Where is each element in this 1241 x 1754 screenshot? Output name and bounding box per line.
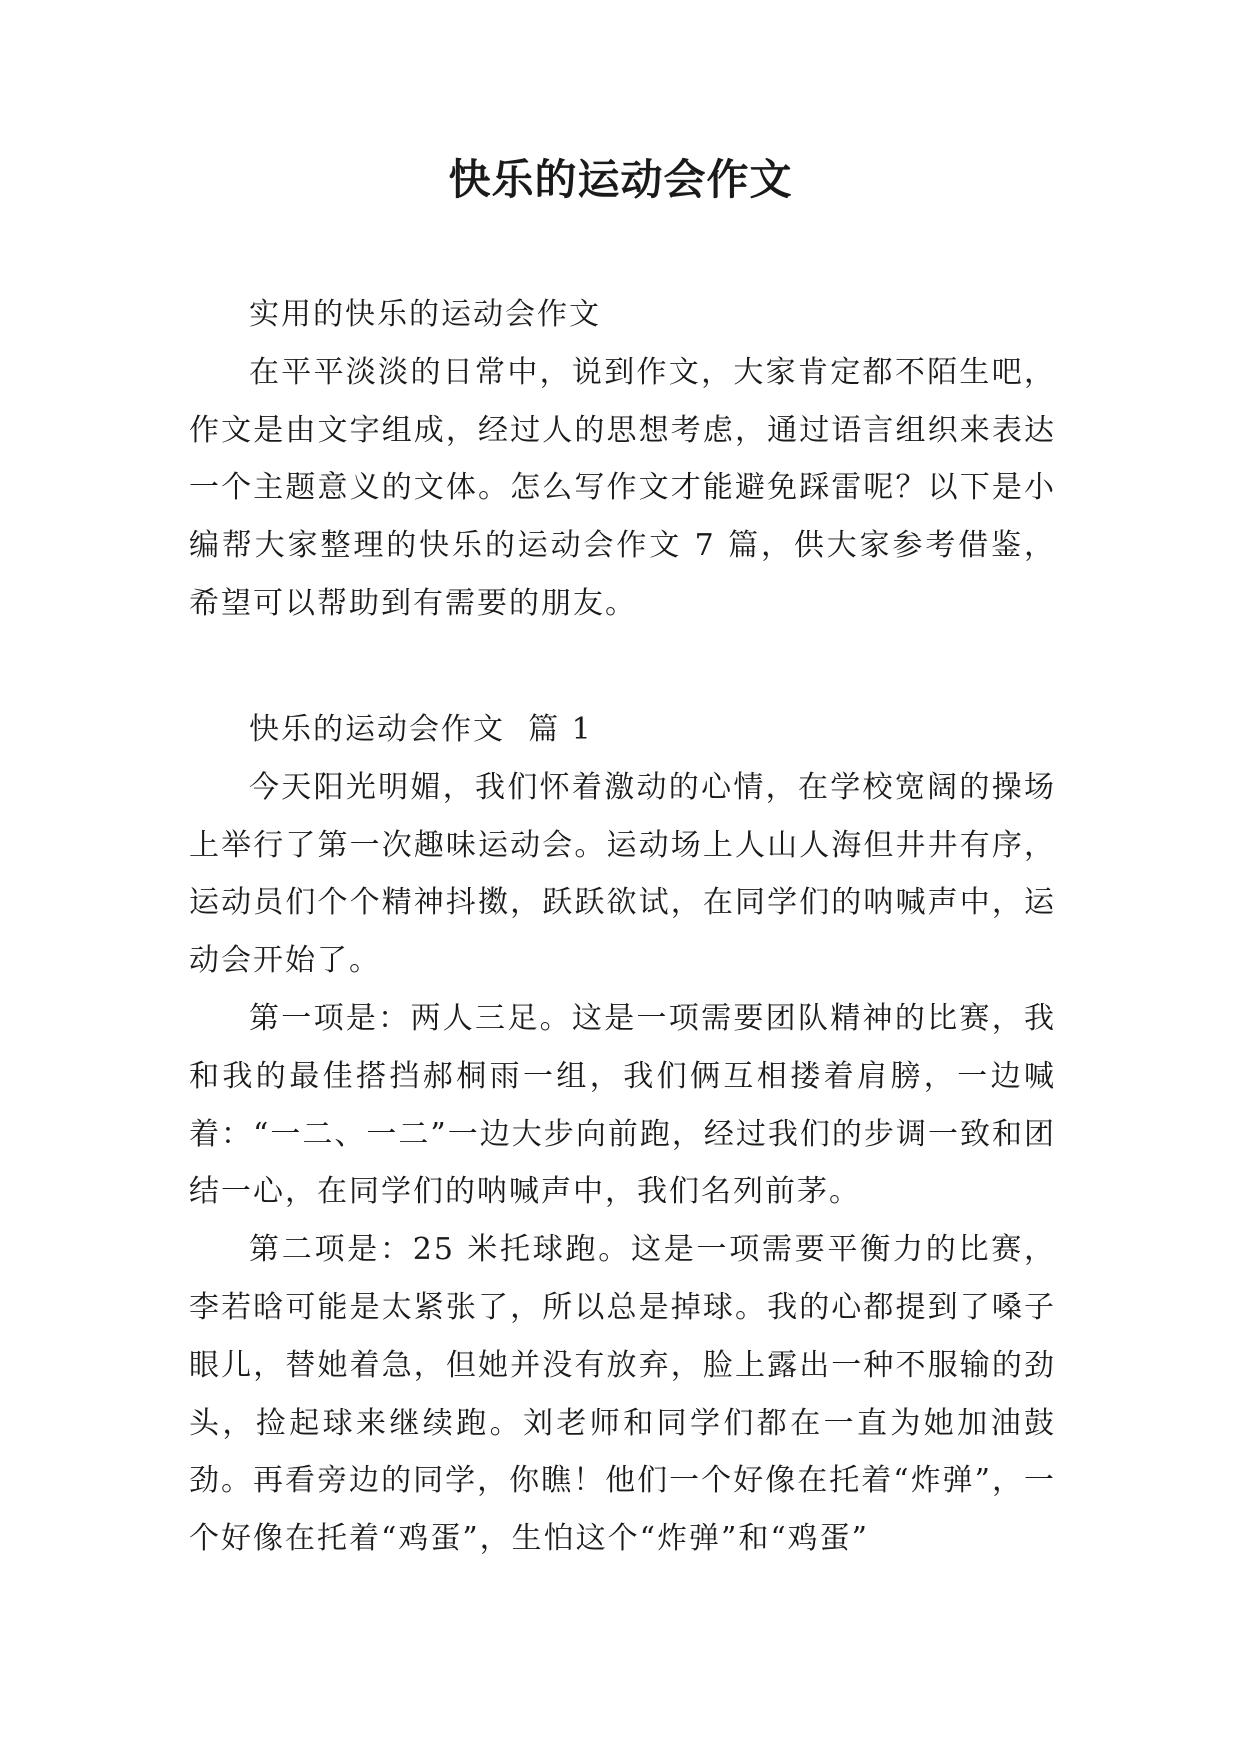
- intro-subtitle: 实用的快乐的运动会作文: [249, 297, 601, 332]
- intro-paragraph: 在平平淡淡的日常中，说到作文，大家肯定都不陌生吧，作文是由文字组成，经过人的思想考虑，通过语言组织来表达一个主题意义的文体。怎么写作文才能避免踩雷呢？以下是小编帮大家整理的快乐的运动会作文 7 篇，供大家参考借鉴，希望可以帮助到有需要的朋友。: [189, 354, 1056, 621]
- article-section: [189, 701, 1056, 1568]
- article-heading: 快乐的运动会作文 篇 1: [249, 712, 593, 747]
- document-title: 快乐的运动会作文: [448, 155, 793, 204]
- intro-section: [189, 286, 1056, 633]
- article-paragraph: 第一项是：两人三足。这是一项需要团队精神的比赛，我和我的最佳搭挡郝桐雨一组，我们俩互相搂着肩膀，一边喊着：“一二、一二”一边大步向前跑，经过我们的步调一致和团结一心，在同学们的呐喊声中，我们名列前茅。: [189, 1000, 1056, 1210]
- article-paragraph: 今天阳光明媚，我们怀着激动的心情，在学校宽阔的操场上举行了第一次趣味运动会。运动场上人山人海但井井有序，运动员们个个精神抖擞，跃跃欲试，在同学们的呐喊声中，运动会开始了。: [189, 769, 1056, 979]
- article-paragraph: 第二项是：25 米托球跑。这是一项需要平衡力的比赛，李若晗可能是太紧张了，所以总是掉球。我的心都提到了嗓子眼儿，替她着急，但她并没有放弃，脸上露出一种不服输的劲头，捡起球来继续跑。刘老师和同学们都在一直为她加油鼓劲。再看旁边的同学，你瞧！他们一个好像在托着“炸弹”，一个好像在托着“鸡蛋”，生怕这个“炸弹”和“鸡蛋”: [189, 1232, 1056, 1557]
